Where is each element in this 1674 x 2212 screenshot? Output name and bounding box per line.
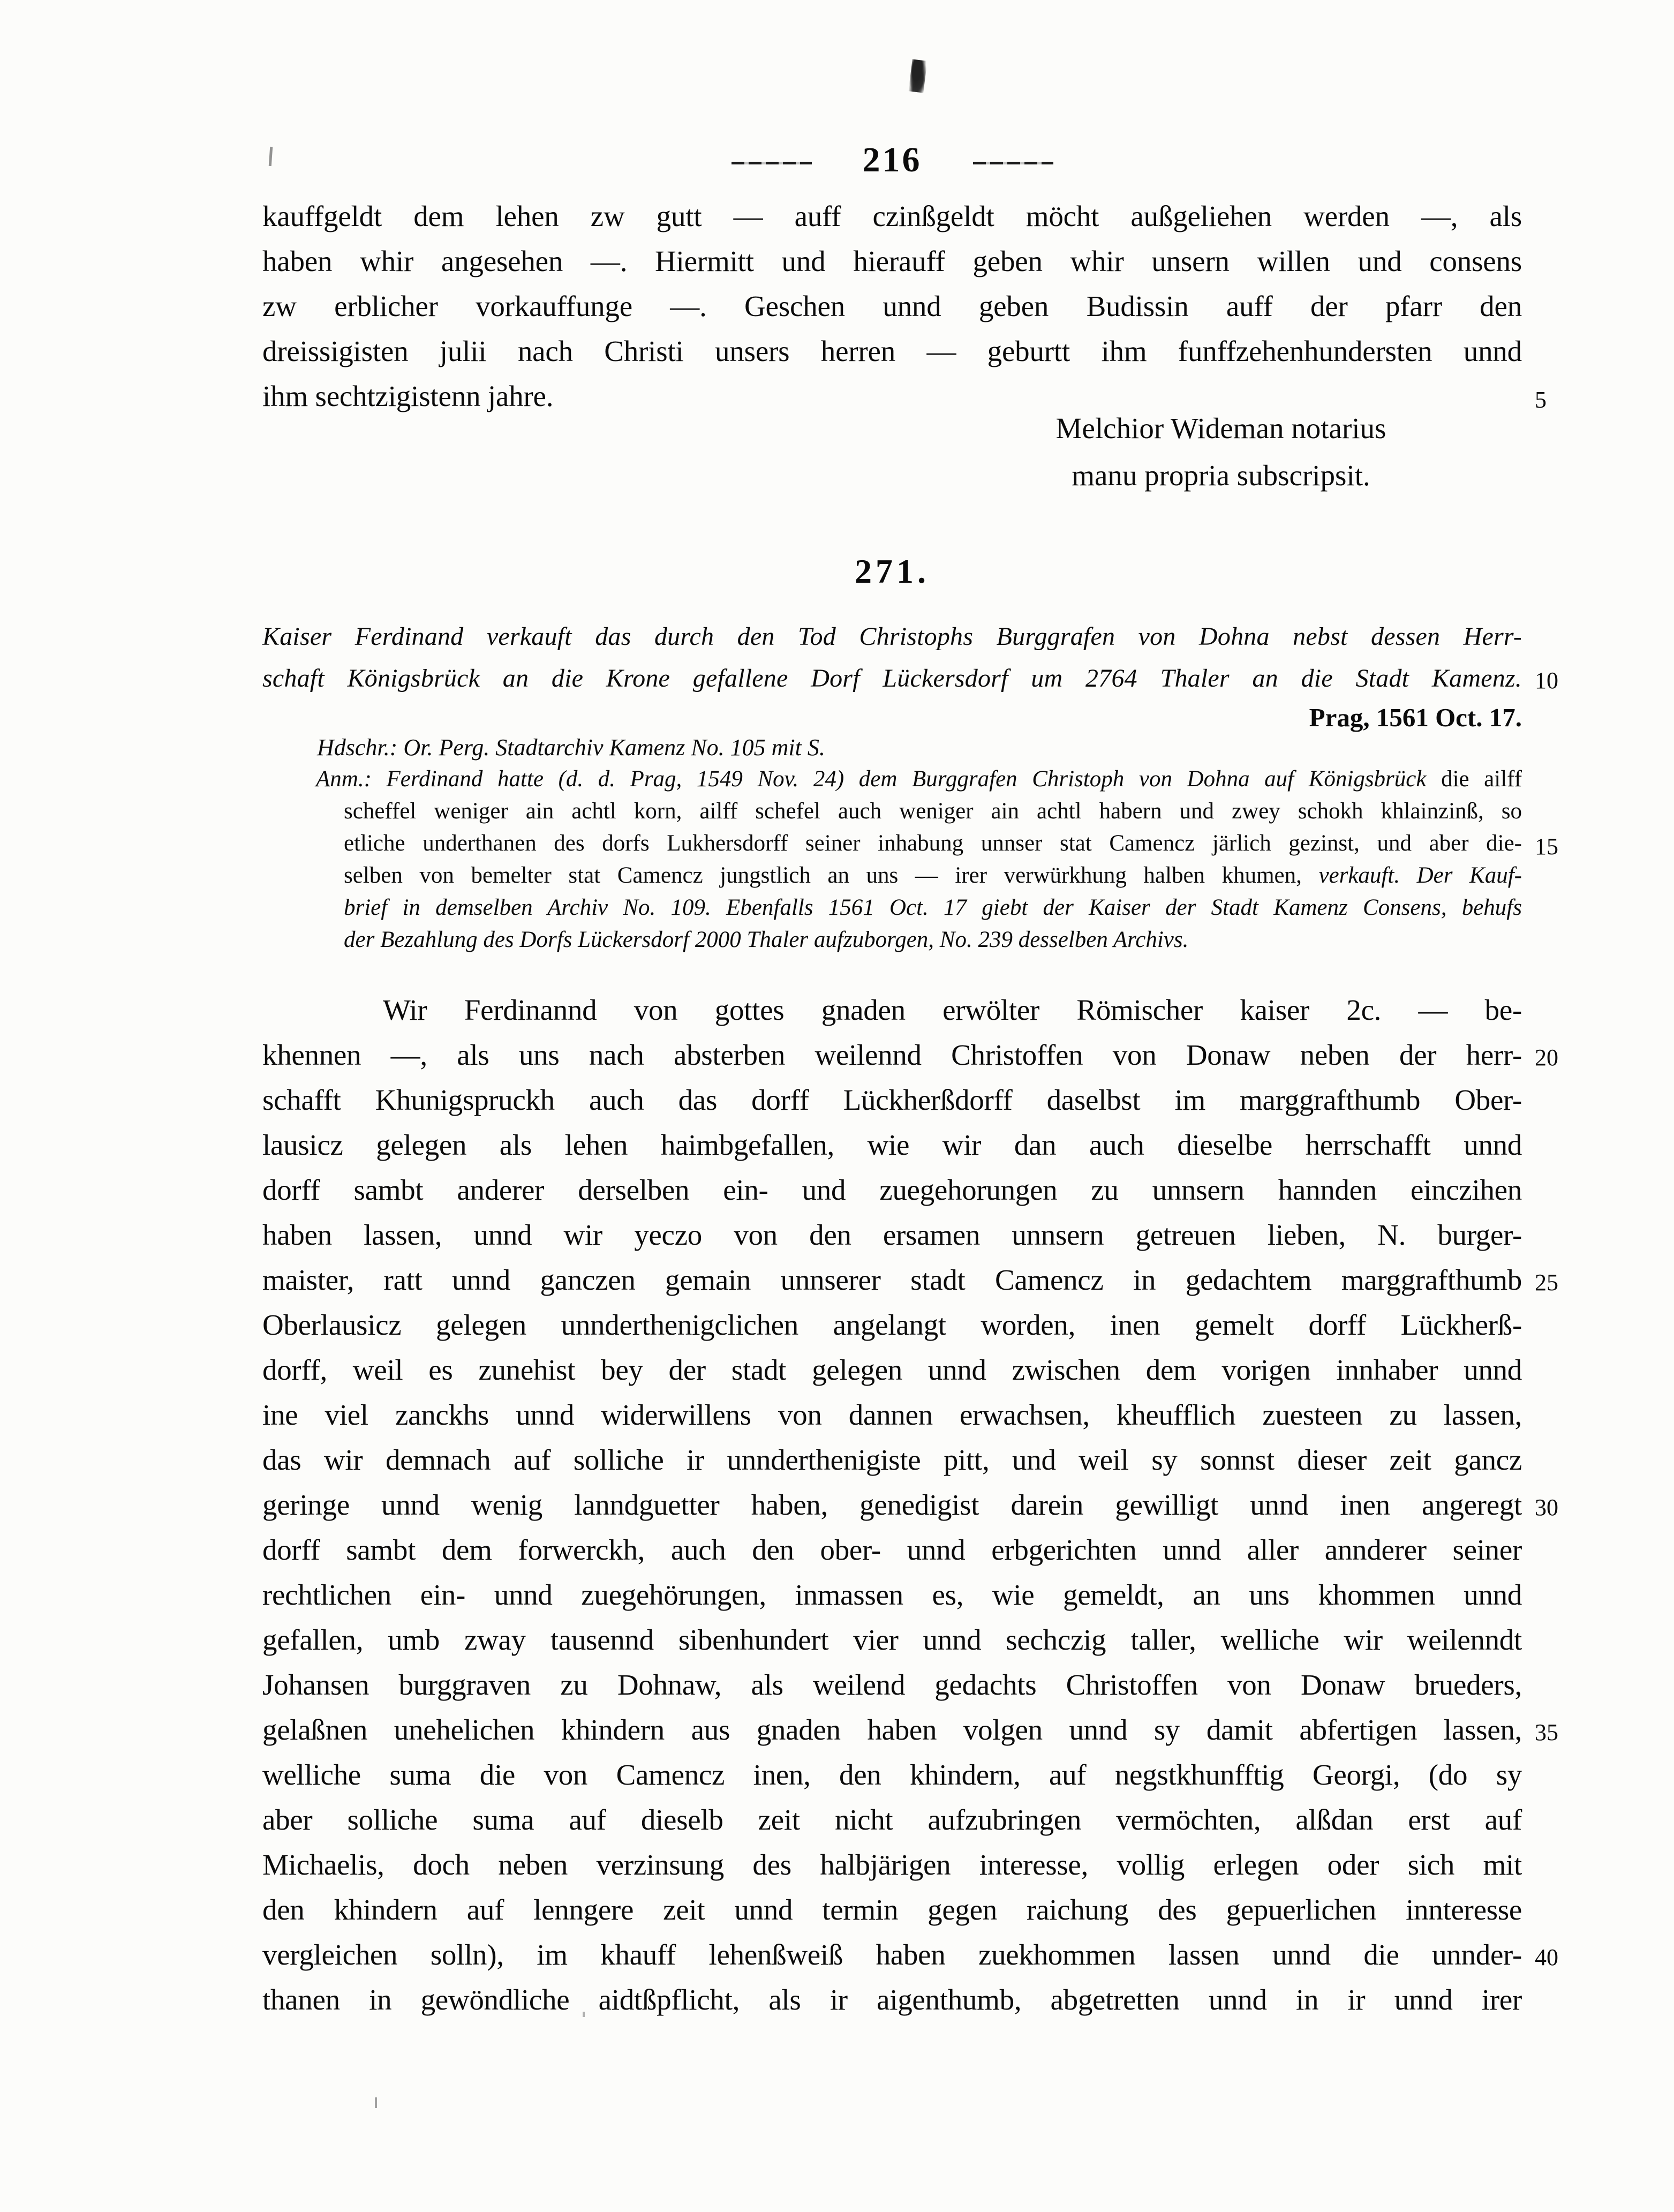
margin-line-number: 40 <box>1535 1944 1558 1970</box>
body-line: lausicz gelegen als lehen haimbgefallen, wie wir dan auch dieselbe herrschafft unnd <box>262 1128 1522 1161</box>
note-text-italic: verkauft. Der Kauf- <box>1318 863 1522 888</box>
body-line: thanen in gewöndliche aidtßpflicht, als ir aigenthumb, abgetretten unnd in ir unnd irer <box>262 1983 1522 2016</box>
body-line: gefallen, umb zway tausennd sibenhundert vier unnd sechczig taller, welliche wir weilenndt <box>262 1623 1522 1656</box>
text-line: zw erblicher vorkauffunge —. Geschen unnd geben Budissin auff der pfarr den <box>262 290 1522 322</box>
note-text-roman: die ailff <box>1441 766 1522 792</box>
body-line: aber solliche suma auf dieselb zeit nicht aufzubringen vermöchten, alßdan erst auf <box>262 1803 1522 1836</box>
text-line: haben whir angesehen —. Hiermitt und hierauff geben whir unsern willen und consens <box>262 245 1522 277</box>
previous-charter-continuation <box>262 194 1522 419</box>
body-line: dorff sambt dem forwerckh, auch den ober- unnd erbgerichten unnd aller annderer seiner <box>262 1533 1522 1566</box>
note-label: Anm.: <box>316 766 372 792</box>
body-line: Michaelis, doch neben verzinsung des halbjärigen interesse, vollig erlegen oder sich mit <box>262 1848 1522 1881</box>
body-line: Wir Ferdinannd von gottes gnaden erwölter Römischer kaiser 2c. — be- <box>383 994 1522 1026</box>
body-line: Oberlausicz gelegen unnderthenigclichen angelangt worden, inen gemelt dorff Lückherß- <box>262 1308 1522 1341</box>
body-line: den khindern auf lenngere zeit unnd termin gegen raichung des gepuerlichen innteresse <box>262 1893 1522 1926</box>
source-note <box>262 733 1522 763</box>
note-text-roman: selben von bemelter stat Camencz jungstlich an uns — irer verwürkhung halben khumen, <box>344 863 1302 888</box>
source-text: Or. Perg. Stadtarchiv Kamenz No. 105 mit S. <box>403 734 825 761</box>
signature-subscript: manu propria subscripsit. <box>1072 459 1370 492</box>
head-rule-left <box>732 162 812 164</box>
charter-body <box>262 988 1522 2022</box>
body-line: das wir demnach auf solliche ir unnderthenigiste pitt, und weil sy sonnst dieser zeit gancz <box>262 1443 1522 1476</box>
body-line: dorff sambt anderer derselben ein- und zuegehorungen zu unnsern hannden einczihen <box>262 1173 1522 1206</box>
margin-line-number: 35 <box>1535 1719 1558 1745</box>
running-head <box>262 140 1522 180</box>
body-line: geringe unnd wenig lanndguetter haben, genedigist darein gewilligt unnd inen angeregt <box>262 1488 1522 1521</box>
note-line: brief in demselben Archiv No. 109. Ebenfalls 1561 Oct. 17 giebt der Kaiser der Stadt Kamenz Consens, behufs <box>344 895 1522 920</box>
scan-speck <box>375 2097 377 2108</box>
body-line: ine viel zanckhs unnd widerwillens von dannen erwachsen, kheufflich zuesteen zu lassen, <box>262 1398 1522 1431</box>
text-line: kauffgeldt dem lehen zw gutt — auff czinßgeldt möcht außgeliehen werden —, als <box>262 200 1522 232</box>
body-line: dorff, weil es zunehist bey der stadt gelegen unnd zwischen dem vorigen innhaber unnd <box>262 1353 1522 1386</box>
note-line: der Bezahlung des Dorfs Lückersdorf 2000 Thaler aufzuborgen, No. 239 desselben Archivs. <box>344 927 1189 952</box>
body-line: welliche suma die von Camencz inen, den khindern, auf negstkhunfftig Georgi, (do sy <box>262 1758 1522 1791</box>
body-line: Johansen burggraven zu Dohnaw, als weilend gedachts Christoffen von Donaw brueders, <box>262 1668 1522 1701</box>
body-line: gelaßnen unehelichen khindern aus gnaden haben volgen unnd sy damit abfertigen lassen, <box>262 1713 1522 1746</box>
ink-smudge <box>908 59 927 93</box>
text-line: dreissigisten julii nach Christi unsers herren — geburtt ihm funffzehenhundersten unnd <box>262 335 1522 367</box>
charter-dateline: Prag, 1561 Oct. 17. <box>1309 703 1522 732</box>
page-number: 216 <box>862 140 922 179</box>
regest-line: Kaiser Ferdinand verkauft das durch den Tod Christophs Burggrafen von Dohna nebst dessen Herr- <box>262 622 1522 651</box>
body-line: khennen —, als uns nach absterben weilennd Christoffen von Donaw neben der herr- <box>262 1039 1522 1071</box>
signature-name: Melchior Wideman notarius <box>1055 412 1386 445</box>
charter-number: 271. <box>855 552 930 590</box>
margin-line-number: 30 <box>1535 1494 1558 1521</box>
charter-regest <box>262 616 1522 699</box>
note-text-italic: Ferdinand hatte (d. d. Prag, 1549 Nov. 24) dem Burggrafen Christoph von Dohna auf Königsbrück <box>386 766 1427 792</box>
notary-signature <box>961 405 1481 499</box>
margin-line-number: 5 <box>1535 387 1547 413</box>
margin-line-number: 10 <box>1535 667 1558 694</box>
body-line: vergleichen solln), im khauff lehenßweiß haben zuekhommen lassen unnd die unnder- <box>262 1938 1522 1971</box>
regest-line: schaft Königsbrück an die Krone gefallene Dorf Lückersdorf um 2764 Thaler an die Stadt Kamenz. <box>262 664 1522 693</box>
text-line: ihm sechtzigistenn jahre. <box>262 380 554 412</box>
source-label: Hdschr.: <box>317 734 398 761</box>
note-line <box>262 860 1522 892</box>
note-line: scheffel weniger ain achtl korn, ailff schefel auch weniger ain achtl habern und zwey schokh khlainzinß, so <box>344 799 1522 824</box>
body-line: maister, ratt unnd ganczen gemain unnserer stadt Camencz in gedachtem marggrafthumb <box>262 1263 1522 1296</box>
note-line <box>262 763 1522 795</box>
editor-annotation <box>262 763 1522 956</box>
head-rule-right <box>973 162 1053 164</box>
margin-line-number: 20 <box>1535 1044 1558 1071</box>
body-line: rechtlichen ein- unnd zuegehörungen, inmassen es, wie gemeldt, an uns khommen unnd <box>262 1578 1522 1611</box>
margin-line-number: 15 <box>1535 833 1558 860</box>
body-line: schafft Khunigspruckh auch das dorff Lückherßdorff daselbst im marggrafthumb Ober- <box>262 1084 1522 1116</box>
note-line: etliche underthanen des dorfs Lukhersdorff seiner inhabung unnser stat Camencz järlich gezinst, und aber die- <box>344 831 1522 856</box>
margin-line-number: 25 <box>1535 1269 1558 1296</box>
body-line: haben lassen, unnd wir yeczo von den ersamen unnsern getreuen lieben, N. burger- <box>262 1218 1522 1251</box>
